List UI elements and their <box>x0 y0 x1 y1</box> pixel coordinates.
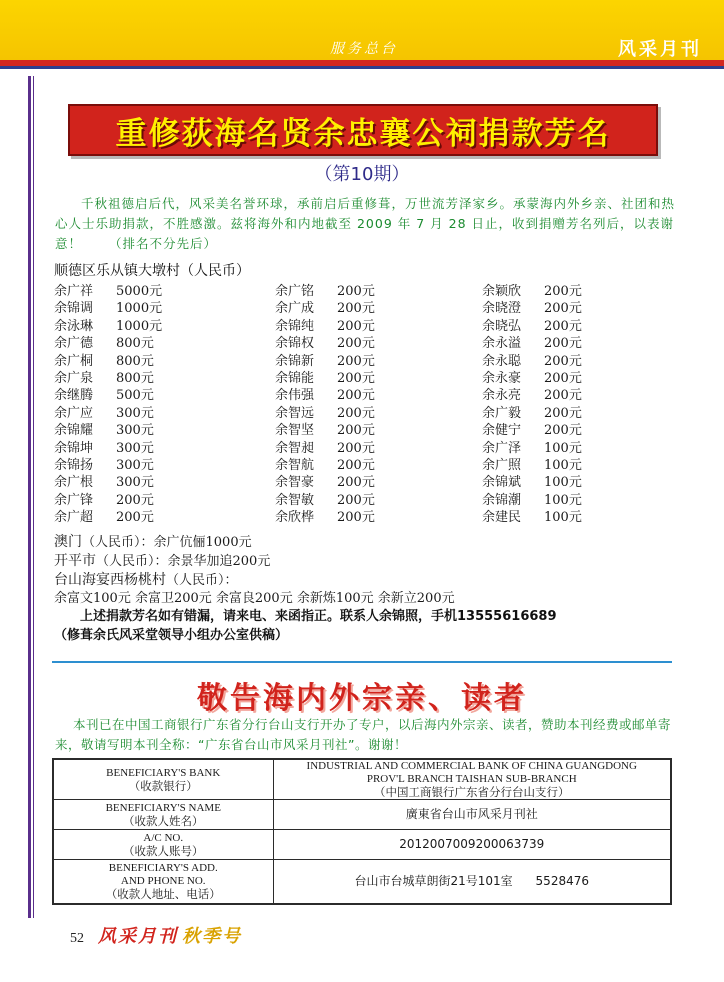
donor-entry <box>54 297 162 316</box>
donor-amount: 200元 <box>544 301 582 317</box>
donor-amount: 200元 <box>337 510 375 526</box>
donor-entry <box>54 489 154 508</box>
donor-amount: 100元 <box>544 475 582 491</box>
footer-magazine: 风采月刊 <box>98 926 178 947</box>
donor-amount: 200元 <box>116 492 154 508</box>
donor-name: 余广超 <box>54 510 94 526</box>
title-banner <box>68 104 658 156</box>
donor-entry <box>54 454 154 473</box>
macau-currency: （人民币）： <box>82 535 154 550</box>
name-label-cn: （收款人姓名） <box>123 813 204 828</box>
margin-rule-thin <box>33 76 34 918</box>
donor-entry <box>54 350 154 369</box>
issue-number: （第10期） <box>314 164 410 185</box>
donor-name: 余永聪 <box>482 353 522 369</box>
donor-entry <box>54 280 162 299</box>
donor-amount: 200元 <box>544 284 582 299</box>
donor-amount: 800元 <box>116 371 154 386</box>
bank-value-cn: （中国工商银行广东省分行台山支行） <box>374 785 570 799</box>
donor-name: 余颖欣 <box>482 284 522 299</box>
donor-amount: 200元 <box>337 458 375 473</box>
donor-name: 余锦潮 <box>482 492 522 508</box>
donor-entry <box>54 419 154 438</box>
donor-entry <box>275 454 375 473</box>
donor-entry <box>275 384 375 403</box>
donor-entry <box>275 315 375 334</box>
donor-name: 余广祥 <box>54 284 94 299</box>
donor-name: 余继腾 <box>54 388 94 404</box>
donor-amount: 200元 <box>337 318 375 334</box>
donor-entry <box>482 489 582 508</box>
donor-entry <box>482 280 582 299</box>
donor-amount: 100元 <box>544 440 582 456</box>
name-label-en: BENEFICIARY'S NAME <box>105 801 221 814</box>
donor-amount: 200元 <box>116 510 154 526</box>
donor-name: 余智敏 <box>275 492 315 508</box>
donor-amount: 5000元 <box>116 284 163 299</box>
intro-text <box>55 194 675 254</box>
donor-amount: 200元 <box>337 405 375 421</box>
kaiping-place: 开平市 <box>54 553 96 569</box>
donor-entry <box>54 367 154 386</box>
donor-amount: 800元 <box>116 336 154 352</box>
donor-name: 余智坚 <box>275 423 315 439</box>
donor-amount: 200元 <box>544 388 582 404</box>
donor-amount: 200元 <box>337 475 375 491</box>
donor-name: 余广应 <box>54 405 94 421</box>
donor-name: 余锦权 <box>275 336 315 352</box>
group-header-dadun: 顺德区乐从镇大墩村（人民币） <box>54 263 250 279</box>
donor-entry <box>482 367 582 386</box>
donor-entry <box>275 437 375 456</box>
bank-label-cell <box>53 759 273 800</box>
intro-note: （排名不分先后） <box>109 236 218 251</box>
name-value-cell: 廣東省台山市风采月刊社 <box>273 800 671 830</box>
taishan-line <box>54 569 238 589</box>
donor-amount: 200元 <box>337 284 375 299</box>
donor-amount: 200元 <box>544 405 582 421</box>
donor-amount: 300元 <box>116 423 154 439</box>
macau-entry: 余广伉俪1000元 <box>153 535 252 550</box>
donor-entry <box>54 315 162 334</box>
acct-label-cell <box>53 830 273 860</box>
donor-name: 余永豪 <box>482 371 522 386</box>
donor-amount: 200元 <box>544 423 582 439</box>
macau-place: 澳门 <box>54 534 82 550</box>
addr-label-cn: （收款人地址、电话） <box>105 886 221 901</box>
macau-line <box>54 531 252 551</box>
donor-entry <box>54 384 154 403</box>
donor-amount: 200元 <box>337 492 375 508</box>
donor-amount: 500元 <box>116 388 154 404</box>
donor-name: 余欣桦 <box>275 510 315 526</box>
acct-label-en: A/C NO. <box>143 831 184 844</box>
donor-entry <box>482 402 582 421</box>
donor-amount: 200元 <box>337 423 375 439</box>
bank-label-cn: （收款银行） <box>128 778 198 793</box>
donor-entry <box>54 506 154 525</box>
donor-name: 余锦纯 <box>275 318 315 334</box>
donor-name: 余伟强 <box>275 388 315 404</box>
donor-amount: 200元 <box>544 371 582 386</box>
donor-entry <box>54 437 154 456</box>
donor-name: 余广泉 <box>54 371 94 386</box>
donor-name: 余广照 <box>482 458 522 473</box>
header-band <box>0 0 724 60</box>
addr-value-cell: 台山市台城草朗街21号101室 5528476 <box>273 860 671 904</box>
donor-amount: 1000元 <box>116 318 163 334</box>
donor-amount: 200元 <box>337 301 375 317</box>
donor-name: 余永溢 <box>482 336 522 352</box>
bank-value-cell <box>273 759 671 800</box>
notice-text <box>55 715 675 755</box>
footer-season: 秋季号 <box>182 926 242 947</box>
donor-amount: 300元 <box>116 405 154 421</box>
donor-amount: 200元 <box>544 353 582 369</box>
section-divider <box>52 661 672 663</box>
donor-entry <box>275 297 375 316</box>
donor-amount: 100元 <box>544 510 582 526</box>
addr-label-cell <box>53 860 273 904</box>
donor-entry <box>482 332 582 351</box>
donor-amount: 200元 <box>337 440 375 456</box>
donor-entry <box>482 471 582 490</box>
donor-name: 余广铭 <box>275 284 315 299</box>
donor-amount: 200元 <box>337 388 375 404</box>
intro-paragraph <box>55 194 675 254</box>
header-stripe-blue <box>0 66 724 69</box>
acct-label-cn: （收款人账号） <box>123 843 204 858</box>
donor-name: 余广成 <box>275 301 315 317</box>
notice-paragraph: 本刊已在中国工商银行广东省分行台山支行开办了专户，以后海内外宗亲、读者，赞助本刊经费或邮单寄来，敬请写明本刊全称：“广东省台山市风采月刊社”。谢谢！ <box>55 717 672 752</box>
magazine-label: 风采月刊 <box>618 39 702 60</box>
donor-entry <box>275 471 375 490</box>
donor-amount: 200元 <box>544 318 582 334</box>
taishan-place: 台山海宴西杨桃村 <box>54 572 166 588</box>
donor-name: 余广根 <box>54 475 94 491</box>
donor-entry <box>275 506 375 525</box>
bank-value-en1: INDUSTRIAL AND COMMERCIAL BANK OF CHINA GUANGDONG <box>306 760 637 772</box>
kaiping-line <box>54 550 270 570</box>
bank-label-en: BENEFICIARY'S BANK <box>106 766 221 779</box>
donor-entry <box>482 454 582 473</box>
donor-amount: 200元 <box>337 336 375 352</box>
name-label-cell <box>53 800 273 830</box>
donor-name: 余广德 <box>54 336 94 352</box>
donor-name: 余广毅 <box>482 405 522 421</box>
donor-amount: 200元 <box>337 371 375 386</box>
donor-entry <box>275 350 375 369</box>
donor-name: 余健宁 <box>482 423 522 439</box>
donor-name: 余锦坤 <box>54 440 94 456</box>
table-row <box>53 800 671 830</box>
donor-amount: 100元 <box>544 458 582 473</box>
acct-value-cell: 2012007009200063739 <box>273 830 671 860</box>
donor-amount: 100元 <box>544 492 582 508</box>
section-label: 服务总台 <box>330 41 398 57</box>
donor-entry <box>54 332 154 351</box>
donor-name: 余泳琳 <box>54 318 94 334</box>
donor-amount: 300元 <box>116 440 154 456</box>
taishan-currency: （人民币）： <box>166 573 238 588</box>
donor-amount: 1000元 <box>116 301 163 317</box>
donor-name: 余锦新 <box>275 353 315 369</box>
intro-body: 千秋祖德启后代，风采美名誉环球，承前启后重修葺，万世流芳泽家乡。承蒙海内外乡亲、社团和热心人士乐助捐款，不胜感激。兹将海外和内地截至 2009 年 7 月 28 日止，收到捐赠芳名列后，以表谢意！ <box>55 196 676 251</box>
donor-name: 余广锋 <box>54 492 94 508</box>
donor-name: 余永亮 <box>482 388 522 404</box>
donor-entry <box>54 471 154 490</box>
donor-entry <box>482 437 582 456</box>
donor-name: 余锦能 <box>275 371 315 386</box>
donor-name: 余广桐 <box>54 353 94 369</box>
donor-entry <box>275 367 375 386</box>
page-footer <box>70 922 242 948</box>
donor-amount: 200元 <box>544 336 582 352</box>
table-row <box>53 830 671 860</box>
donor-amount: 800元 <box>116 353 154 369</box>
page-title: 重修荻海名贤余忠襄公祠捐款芳名 <box>115 115 611 152</box>
donor-entry <box>482 506 582 525</box>
page-number: 52 <box>70 931 84 946</box>
donor-entry <box>482 297 582 316</box>
donor-name: 余智航 <box>275 458 315 473</box>
donor-entry <box>482 315 582 334</box>
donor-entry <box>54 402 154 421</box>
donor-entry <box>275 402 375 421</box>
donor-amount: 300元 <box>116 475 154 491</box>
addr-label-en2: AND PHONE NO. <box>120 874 206 887</box>
donor-entry <box>275 332 375 351</box>
bank-value-en2: PROV'L BRANCH TAISHAN SUB-BRANCH <box>366 773 577 785</box>
table-row <box>53 860 671 904</box>
donor-name: 余锦斌 <box>482 475 522 491</box>
donor-name: 余锦扬 <box>54 458 94 473</box>
donor-entry <box>275 419 375 438</box>
source-credit: （修葺余氏风采堂领导小组办公室供稿） <box>54 628 289 643</box>
addr-label-en1: BENEFICIARY'S ADD. <box>108 861 218 874</box>
donor-amount: 200元 <box>337 353 375 369</box>
taishan-entries: 余富文100元 余富卫200元 余富良200元 余新炼100元 余新立200元 <box>54 591 455 606</box>
donor-amount: 300元 <box>116 458 154 473</box>
donor-name: 余锦调 <box>54 301 94 317</box>
kaiping-currency: （人民币）： <box>96 554 168 569</box>
kaiping-entry: 余景华加追200元 <box>167 554 271 569</box>
donor-entry <box>482 350 582 369</box>
notice-title: 敬告海内外宗亲、读者 <box>197 681 527 716</box>
correction-notice: 上述捐款芳名如有错漏，请来电、来函指正。联系人余锦照，手机13555616689 <box>80 609 557 624</box>
margin-rule-thick <box>28 76 31 918</box>
donor-entry <box>275 280 375 299</box>
donor-name: 余锦耀 <box>54 423 94 439</box>
donor-entry <box>482 419 582 438</box>
donor-entry <box>275 489 375 508</box>
donor-name: 余晓弘 <box>482 318 522 334</box>
donor-name: 余建民 <box>482 510 522 526</box>
donor-name: 余智远 <box>275 405 315 421</box>
table-row <box>53 759 671 800</box>
donor-name: 余智豪 <box>275 475 315 491</box>
donor-name: 余晓澄 <box>482 301 522 317</box>
bank-info-table <box>52 758 672 905</box>
donor-entry <box>482 384 582 403</box>
donor-name: 余广泽 <box>482 440 522 456</box>
donor-name: 余智昶 <box>275 440 315 456</box>
